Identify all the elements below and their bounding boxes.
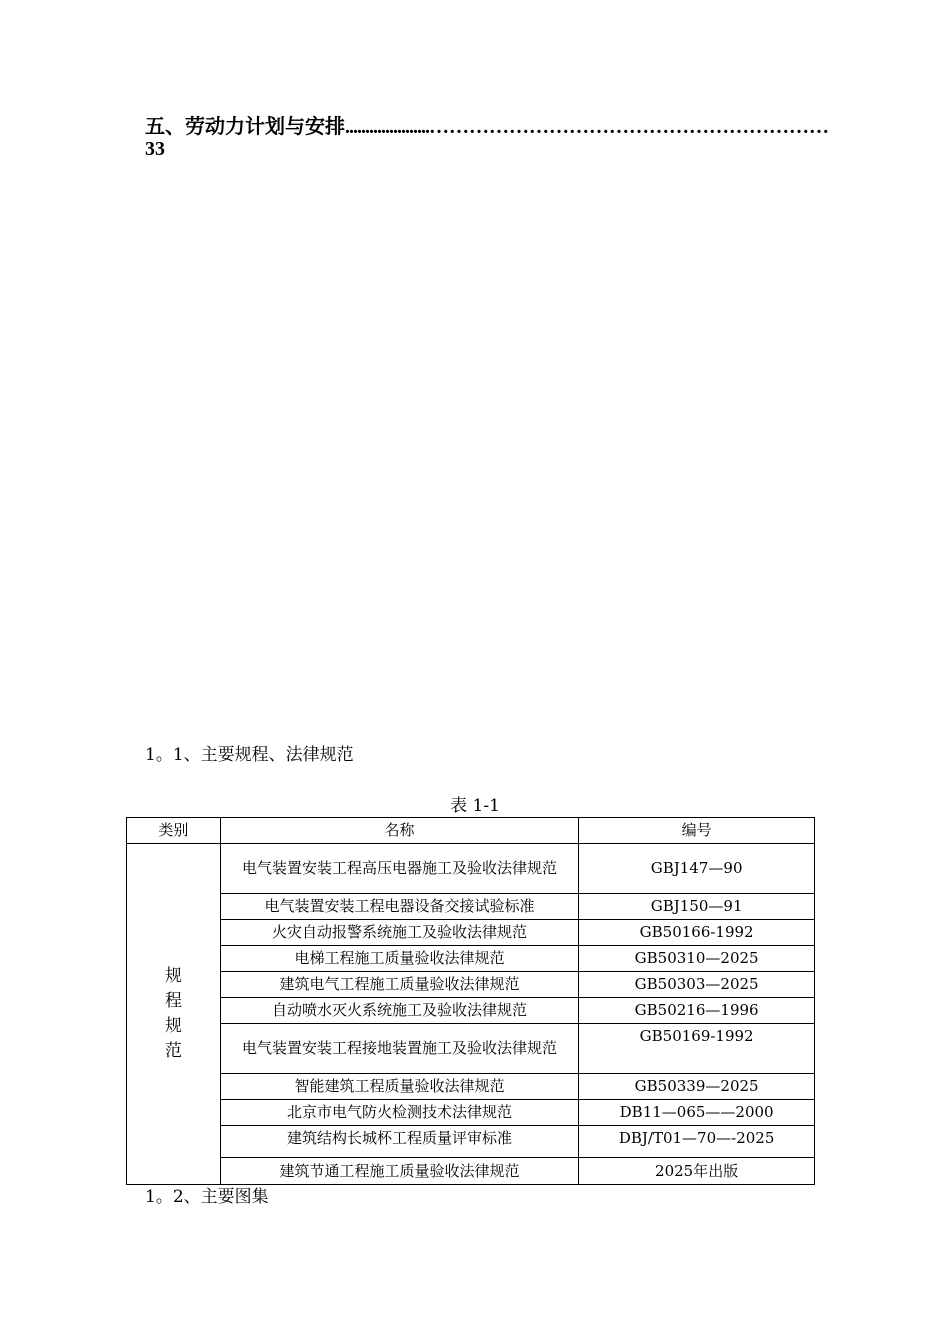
regulations-table [126, 817, 815, 1185]
row-code: 2025年出版 [579, 1158, 815, 1185]
table-row [127, 972, 815, 998]
row-code: GB50303—2025 [579, 972, 815, 998]
toc-page-number: 33 [145, 138, 165, 160]
table-row [127, 1158, 815, 1185]
row-name: 建筑结构长城杯工程质量评审标准 [220, 1126, 578, 1158]
table-row [127, 1024, 815, 1074]
row-name: 建筑节通工程施工质量验收法律规范 [220, 1158, 578, 1185]
category-cell [127, 844, 221, 1185]
row-code: GB50169-1992 [579, 1024, 815, 1074]
row-code: DBJ/T01—70—-2025 [579, 1126, 815, 1158]
toc-leader-dots-wide: …………………………………………………… [429, 116, 829, 138]
row-name: 电气装置安装工程电器设备交接试验标准 [220, 894, 578, 920]
toc-entry-title: 五、劳动力计划与安排 [145, 116, 345, 138]
row-name: 电气装置安装工程高压电器施工及验收法律规范 [220, 844, 578, 894]
header-name: 名称 [220, 818, 578, 844]
row-name: 火灾自动报警系统施工及验收法律规范 [220, 920, 578, 946]
category-label: 规程规范 [164, 966, 182, 1061]
header-category: 类别 [127, 818, 221, 844]
table-row [127, 998, 815, 1024]
row-code: GBJ147—90 [579, 844, 815, 894]
table-row [127, 1126, 815, 1158]
row-code: GBJ150—91 [579, 894, 815, 920]
table-caption: 表 1-1 [450, 796, 500, 816]
row-name: 智能建筑工程质量验收法律规范 [220, 1074, 578, 1100]
table-row [127, 894, 815, 920]
row-code: DB11—065——2000 [579, 1100, 815, 1126]
row-code: GB50166-1992 [579, 920, 815, 946]
table-row [127, 1074, 815, 1100]
table-row [127, 844, 815, 894]
row-name: 北京市电气防火检测技术法律规范 [220, 1100, 578, 1126]
table-row [127, 1100, 815, 1126]
row-name: 电梯工程施工质量验收法律规范 [220, 946, 578, 972]
row-name: 自动喷水灭火系统施工及验收法律规范 [220, 998, 578, 1024]
table-row [127, 920, 815, 946]
section-heading-regulations: 1。1、主要规程、法律规范 [145, 745, 354, 765]
table-row [127, 946, 815, 972]
section-heading-atlas: 1。2、主要图集 [145, 1187, 269, 1207]
header-code: 编号 [579, 818, 815, 844]
row-code: GB50310—2025 [579, 946, 815, 972]
row-name: 建筑电气工程施工质量验收法律规范 [220, 972, 578, 998]
row-code: GB50339—2025 [579, 1074, 815, 1100]
toc-leader-dots: ..................... [345, 116, 429, 138]
row-name: 电气装置安装工程接地装置施工及验收法律规范 [220, 1024, 578, 1074]
row-code: GB50216—1996 [579, 998, 815, 1024]
table-header-row [127, 818, 815, 844]
toc-entry-labor-plan[interactable] [145, 116, 915, 160]
